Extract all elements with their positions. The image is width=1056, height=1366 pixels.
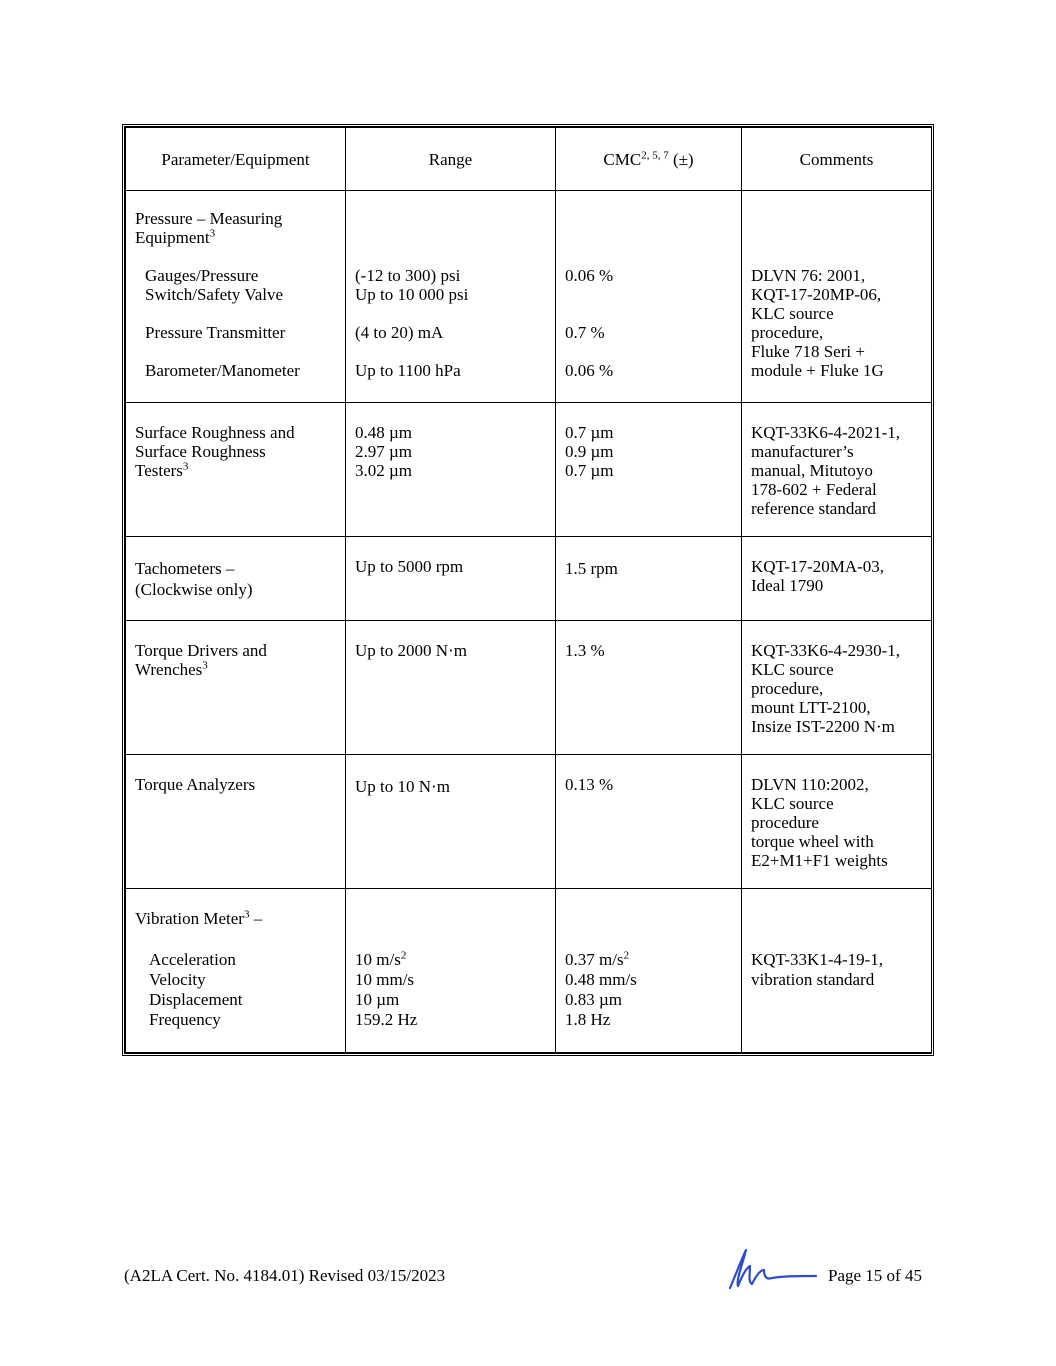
- vibration-title: [135, 909, 336, 928]
- pressure-cmc-transmitter: 0.7 %: [565, 323, 605, 342]
- torque-drivers-parameter-cell: [126, 621, 346, 755]
- torque-analyzers-comment-line: procedure: [751, 813, 819, 832]
- roughness-comments-cell: [742, 403, 932, 537]
- pressure-comment-line: Fluke 718 Seri +: [751, 342, 865, 361]
- roughness-range-value: 0.48 µm: [355, 423, 413, 442]
- torque-drivers-cmc: 1.3 %: [565, 641, 605, 660]
- torque-analyzers-range-cell: [346, 755, 556, 889]
- tachometers-cmc-cell: [556, 537, 742, 621]
- header-range: Range: [346, 128, 556, 191]
- vibration-parameter-cell: [126, 889, 346, 1053]
- tachometers-comment-line: KQT-17-20MA-03,: [751, 557, 885, 576]
- tachometers-comments-cell: [742, 537, 932, 621]
- torque-analyzers-cmc: 0.13 %: [565, 775, 614, 794]
- header-parameter: Parameter/Equipment: [126, 128, 346, 191]
- roughness-footnote: 3: [182, 460, 189, 473]
- table-row-vibration: [126, 889, 932, 1053]
- pressure-comment-line: DLVN 76: 2001,: [751, 266, 866, 285]
- vibration-cmc-accel: [565, 950, 732, 970]
- footer-cert-revision: (A2LA Cert. No. 4184.01) Revised 03/15/2023: [124, 1266, 446, 1285]
- vibration-title-suffix: –: [249, 909, 263, 928]
- pressure-comments-cell: [742, 191, 932, 403]
- pressure-range-gauges-1: (-12 to 300) psi: [355, 266, 461, 285]
- torque-drivers-comment-line: mount LTT-2100,: [751, 698, 871, 717]
- vibration-range-cell: [346, 889, 556, 1053]
- torque-analyzers-comments-cell: [742, 755, 932, 889]
- tachometers-parameter-cell: [126, 537, 346, 621]
- torque-drivers-comment-line: KLC source: [751, 660, 834, 679]
- torque-drivers-comment-line: Insize IST-2200 N·m: [751, 717, 895, 736]
- pressure-cmc-gauges: 0.06 %: [565, 266, 614, 285]
- table-row-pressure: [126, 191, 932, 403]
- vibration-title-text: Vibration Meter: [135, 909, 244, 928]
- torque-analyzers-cmc-cell: [556, 755, 742, 889]
- pressure-item-gauges-2: Switch/Safety Valve: [145, 285, 284, 304]
- torque-drivers-comment-line: procedure,: [751, 679, 824, 698]
- torque-analyzers-comment-line: torque wheel with: [751, 832, 874, 851]
- pressure-footnote: 3: [209, 227, 216, 240]
- vibration-item-label: Frequency: [149, 1010, 221, 1029]
- pressure-title-line2: [135, 228, 336, 247]
- roughness-comment-line: KQT-33K6-4-2021-1,: [751, 423, 901, 442]
- pressure-range-barometer: Up to 1100 hPa: [355, 361, 461, 380]
- vibration-item-label: Velocity: [149, 970, 206, 989]
- header-cmc: [556, 128, 742, 191]
- vibration-cmc-accel-text: 0.37 m/s: [565, 950, 624, 969]
- torque-analyzers-comment-line: KLC source: [751, 794, 834, 813]
- signature-mark: [712, 1244, 822, 1294]
- torque-drivers-comments-cell: [742, 621, 932, 755]
- table-row-tachometers: [126, 537, 932, 621]
- vibration-cmc-value: 0.83 µm: [565, 990, 623, 1009]
- torque-drivers-param-text: Wrenches: [135, 660, 203, 679]
- tachometers-cmc: 1.5 rpm: [565, 559, 618, 578]
- pressure-item-transmitter: Pressure Transmitter: [145, 323, 286, 342]
- pressure-item-barometer: Barometer/Manometer: [145, 361, 300, 380]
- vibration-comment-line: vibration standard: [751, 970, 875, 989]
- torque-analyzers-range: Up to 10 N·m: [355, 777, 450, 796]
- pressure-cmc-barometer: 0.06 %: [565, 361, 614, 380]
- pressure-comment-line: KLC source: [751, 304, 834, 323]
- pressure-title-text: Equipment: [135, 228, 210, 247]
- roughness-param-line1: Surface Roughness and: [135, 423, 295, 442]
- vibration-range-value: 10 mm/s: [355, 970, 415, 989]
- torque-drivers-cmc-cell: [556, 621, 742, 755]
- vibration-cmc-accel-exp: 2: [623, 949, 630, 962]
- roughness-cmc-value: 0.7 µm: [565, 423, 614, 442]
- accreditation-table-frame: [122, 124, 934, 1056]
- vibration-range-value: 159.2 Hz: [355, 1010, 418, 1029]
- roughness-comment-line: manufacturer’s: [751, 442, 854, 461]
- pressure-comment-line: module + Fluke 1G: [751, 361, 884, 380]
- torque-analyzers-comment-line: DLVN 110:2002,: [751, 775, 869, 794]
- roughness-param-text: Testers: [135, 461, 183, 480]
- roughness-cmc-value: 0.9 µm: [565, 442, 614, 461]
- torque-analyzers-param: Torque Analyzers: [135, 775, 256, 794]
- table-row-roughness: [126, 403, 932, 537]
- tachometers-param-line2: (Clockwise only): [135, 580, 253, 599]
- page-number: Page 15 of 45: [828, 1266, 922, 1285]
- roughness-range-value: 2.97 µm: [355, 442, 413, 461]
- pressure-cmc-cell: [556, 191, 742, 403]
- torque-drivers-range: Up to 2000 N·m: [355, 641, 467, 660]
- roughness-parameter-cell: [126, 403, 346, 537]
- roughness-param-line2: Surface Roughness: [135, 442, 266, 461]
- vibration-comment-line: KQT-33K1-4-19-1,: [751, 950, 884, 969]
- torque-drivers-range-cell: [346, 621, 556, 755]
- calibration-scope-table: [125, 127, 932, 1053]
- vibration-item-label: Acceleration: [149, 950, 236, 969]
- vibration-cmc-cell: [556, 889, 742, 1053]
- pressure-comment-line: procedure,: [751, 323, 824, 342]
- roughness-cmc-value: 0.7 µm: [565, 461, 614, 480]
- pressure-item-gauges-1: Gauges/Pressure: [145, 266, 259, 285]
- vibration-footnote: 3: [243, 908, 250, 921]
- tachometers-range-cell: [346, 537, 556, 621]
- pressure-range-cell: [346, 191, 556, 403]
- roughness-comment-line: manual, Mitutoyo: [751, 461, 873, 480]
- header-cmc-label: CMC: [603, 149, 642, 169]
- pressure-title-line1: Pressure – Measuring: [135, 209, 283, 228]
- roughness-comment-line: reference standard: [751, 499, 877, 518]
- vibration-range-accel: [355, 950, 546, 970]
- roughness-param-line3: [135, 461, 336, 480]
- tachometers-param-line1: Tachometers –: [135, 559, 235, 578]
- header-cmc-footnote: 2, 5, 7: [641, 148, 669, 161]
- vibration-comments-cell: [742, 889, 932, 1053]
- table-row-torque-analyzers: [126, 755, 932, 889]
- table-row-torque-drivers: [126, 621, 932, 755]
- pressure-range-transmitter: (4 to 20) mA: [355, 323, 444, 342]
- torque-drivers-param-line2: [135, 660, 336, 679]
- vibration-item-label: Displacement: [149, 990, 243, 1009]
- torque-analyzers-parameter-cell: [126, 755, 346, 889]
- pressure-comment-line: KQT-17-20MP-06,: [751, 285, 882, 304]
- roughness-comment-line: 178-602 + Federal: [751, 480, 877, 499]
- roughness-range-cell: [346, 403, 556, 537]
- vibration-cmc-value: 0.48 mm/s: [565, 970, 637, 989]
- pressure-range-gauges-2: Up to 10 000 psi: [355, 285, 469, 304]
- header-cmc-suffix: (±): [668, 149, 694, 169]
- roughness-range-value: 3.02 µm: [355, 461, 413, 480]
- table-header-row: [126, 128, 932, 191]
- header-comments: Comments: [742, 128, 932, 191]
- torque-drivers-comment-line: KQT-33K6-4-2930-1,: [751, 641, 901, 660]
- torque-drivers-param-line1: Torque Drivers and: [135, 641, 267, 660]
- vibration-range-value: 10 µm: [355, 990, 400, 1009]
- pressure-parameter-cell: [126, 191, 346, 403]
- roughness-cmc-cell: [556, 403, 742, 537]
- torque-drivers-footnote: 3: [202, 659, 208, 672]
- tachometers-comment-line: Ideal 1790: [751, 576, 824, 595]
- tachometers-range: Up to 5000 rpm: [355, 557, 464, 576]
- vibration-range-accel-exp: 2: [400, 949, 407, 962]
- vibration-cmc-value: 1.8 Hz: [565, 1010, 611, 1029]
- torque-analyzers-comment-line: E2+M1+F1 weights: [751, 851, 888, 870]
- vibration-range-accel-text: 10 m/s: [355, 950, 401, 969]
